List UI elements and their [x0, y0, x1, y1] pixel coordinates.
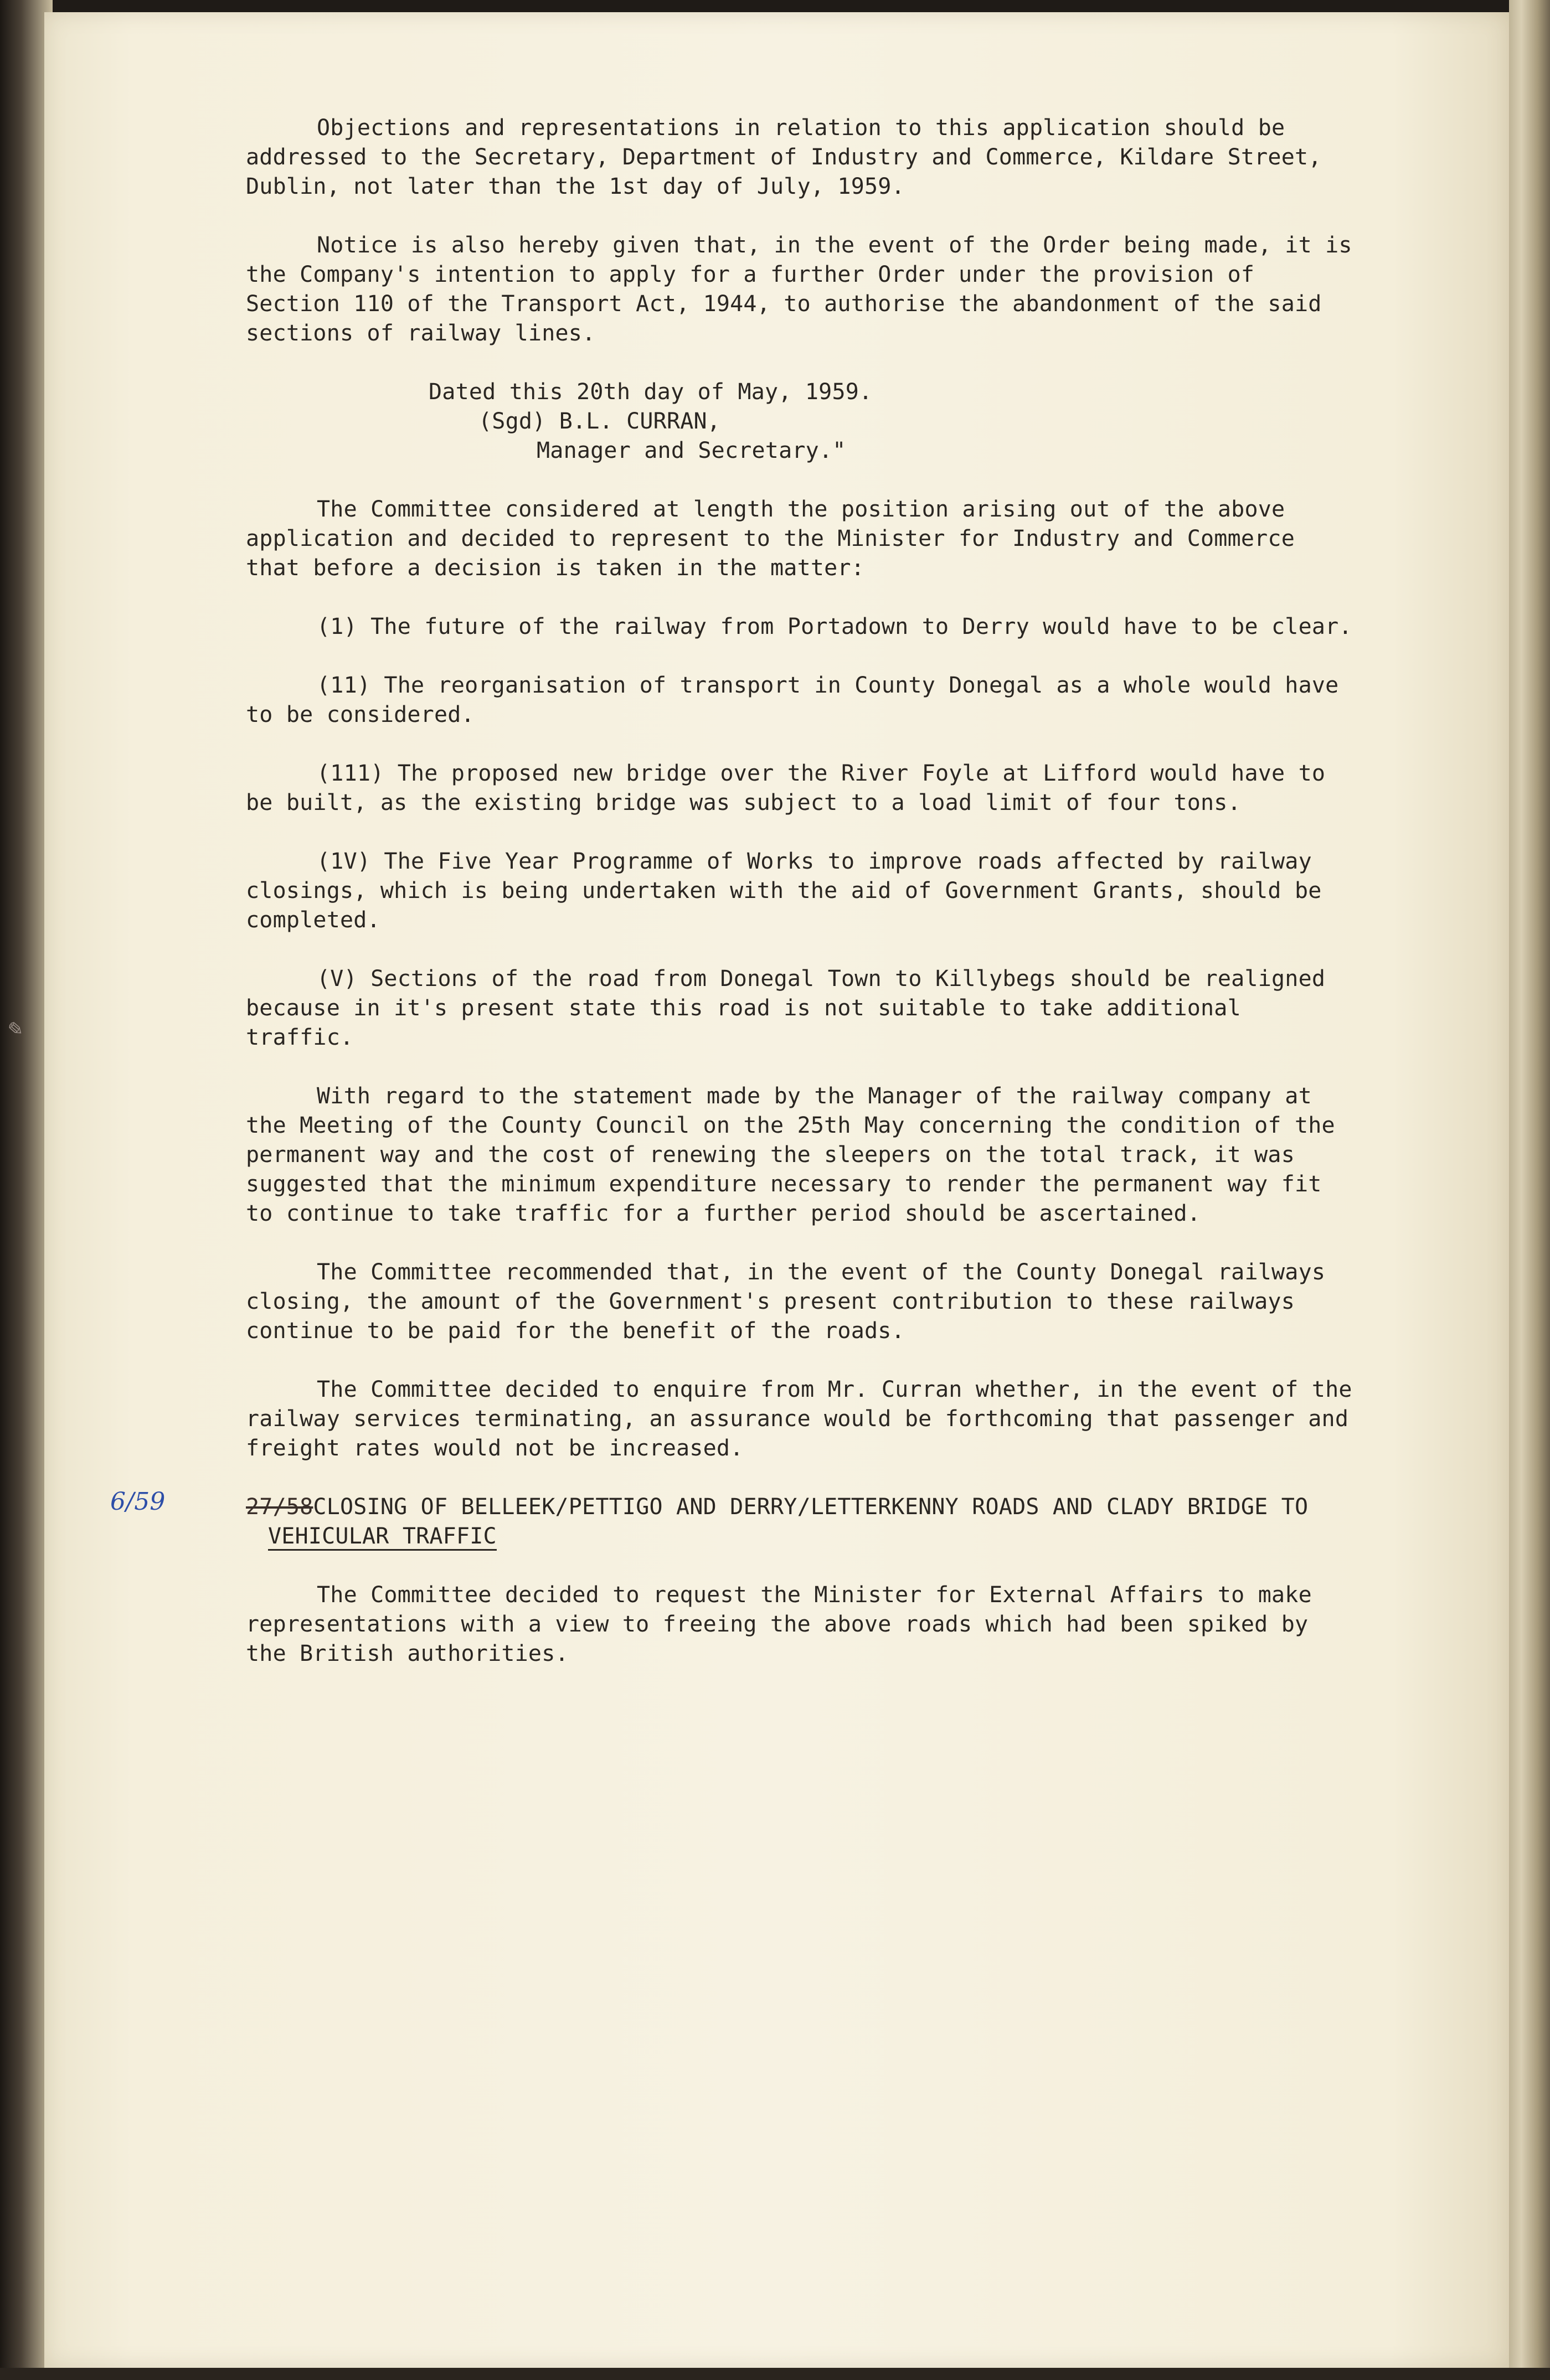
dated-line: Dated this 20th day of May, 1959.: [429, 379, 873, 405]
notice-paragraph: Notice is also hereby given that, in the event of the Order being made, it is the Company's intention to apply for a further Order under the provision of Section 110 of the Transport Act, 1944, to authorise the abandonment of the said sections of railway lines.: [246, 233, 1352, 346]
manager-statement-paragraph: With regard to the statement made by the Manager of the railway company at the Meeting of the County Council on the 25th May concerning the condition of the permanent way and the cost of renewing the sleepers on the total track, it was suggested that the minimum expenditure necessary to render the permanent way fit to continue to take traffic for a further period should be ascertained.: [246, 1083, 1335, 1226]
signed-line: (Sgd) B.L. CURRAN,: [478, 409, 721, 434]
margin-reference-number: 6/59: [110, 1488, 166, 1516]
recommended-paragraph: The Committee recommended that, in the event of the County Donegal railways closing, the amount of the Government's present contribution to these railways continue to be paid for the benefit of the roads.: [246, 1259, 1326, 1344]
objections-paragraph: Objections and representations in relation to this application should be addressed to the Secretary, Department of Industry and Commerce, Kildare Street, Dublin, not later than the 1st day of July, 1959.: [246, 115, 1322, 199]
section-heading: [110, 1488, 1359, 1522]
book-binding-edge: [1509, 0, 1550, 2380]
item-2-paragraph: (11) The reorganisation of transport in County Donegal as a whole would have to be considered.: [246, 673, 1339, 727]
book-bottom-edge: [0, 2368, 1550, 2380]
committee-considered-paragraph: The Committee considered at length the position arising out of the above application and decided to represent to the Minister for Industry and Commerce that before a decision is taken in the matter:: [246, 497, 1295, 581]
enquire-paragraph: The Committee decided to enquire from Mr. Curran whether, in the event of the railway services terminating, an assurance would be forthcoming that passenger and freight rates would not be increased.: [246, 1377, 1352, 1461]
signatory-title: Manager and Secretary.": [537, 438, 846, 463]
section-heading-line-2: VEHICULAR TRAFFIC: [268, 1524, 497, 1551]
item-3-paragraph: (111) The proposed new bridge over the River Foyle at Lifford would have to be built, as the existing bridge was subject to a load limit of four tons.: [246, 761, 1326, 815]
item-1-paragraph: (1) The future of the railway from Portadown to Derry would have to be clear.: [317, 614, 1352, 639]
struck-reference-number: 27/58: [246, 1494, 313, 1520]
pencil-mark: ✎: [3, 1017, 25, 1043]
external-affairs-paragraph: The Committee decided to request the Minister for External Affairs to make representations with a view to freeing the above roads which had been spiked by the British authorities.: [246, 1582, 1312, 1666]
item-4-paragraph: (1V) The Five Year Programme of Works to improve roads affected by railway closings, which is being undertaken with the aid of Government Grants, should be completed.: [246, 849, 1322, 933]
item-5-paragraph: (V) Sections of the road from Donegal Town to Killybegs should be realigned because in it's present state this road is not suitable to take additional traffic.: [246, 966, 1326, 1050]
document-text: [110, 113, 1359, 1669]
section-heading-line-1: CLOSING OF BELLEEK/PETTIGO AND DERRY/LETTERKENNY ROADS AND CLADY BRIDGE TO: [313, 1494, 1309, 1520]
section-heading-line-2-wrapper: [246, 1522, 1359, 1551]
